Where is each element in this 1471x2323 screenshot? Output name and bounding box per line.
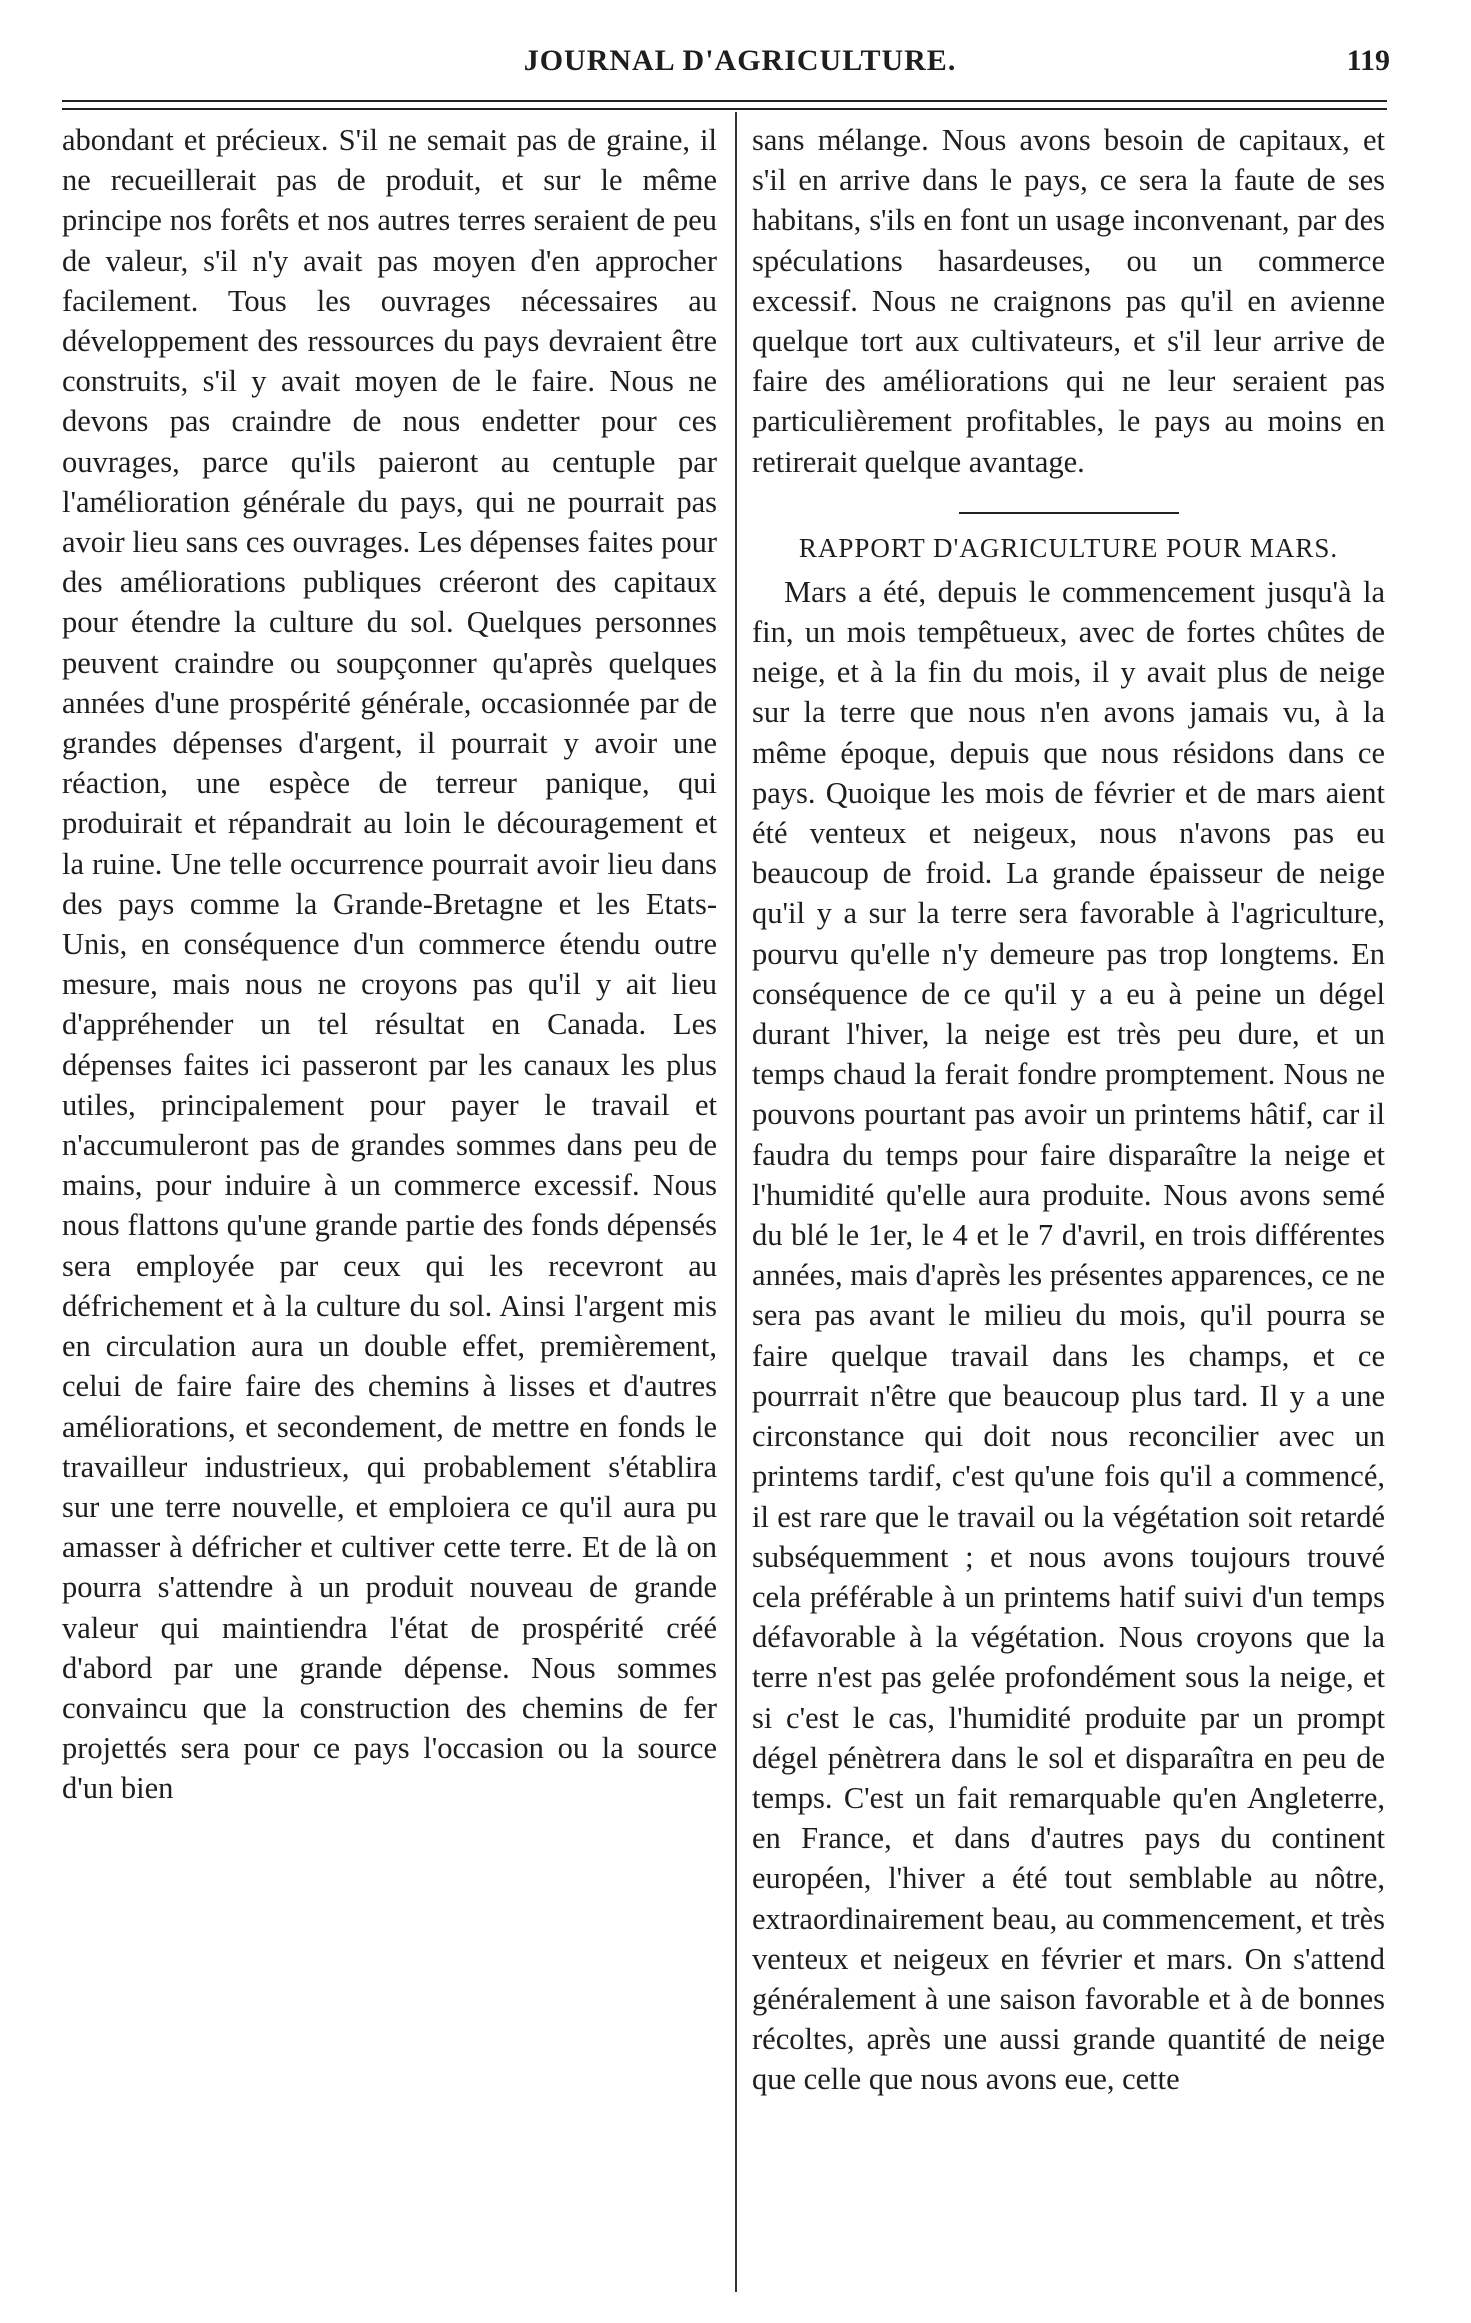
page-number: 119	[1346, 44, 1390, 77]
column-divider	[735, 112, 737, 2292]
section-title: RAPPORT D'AGRICULTURE POUR MARS.	[798, 532, 1339, 563]
right-column-continuation: sans mélange. Nous avons besoin de capitaux, et s'il en arrive dans le pays, ce sera la faute de ses habitans, s'ils en font un usage inconvenant, par des spéculations hasardeuses, ou un commerce excessif. Nous ne craignons pas qu'il en avienne quelque tort aux cultivateurs, et s'il leur arrive de faire des améliorations qui ne leur seraient pas particulièrement profitables, le pays au moins en retirerait quelque avantage.	[752, 123, 1385, 479]
left-column	[62, 120, 717, 1809]
section-paragraph: Mars a été, depuis le commencement jusqu'à la fin, un mois tempêtueux, avec de fortes chûtes de neige, et à la fin du mois, il y avait plus de neige sur la terre que nous n'en avons jamais vu, à la même époque, depuis que nous résidons dans ce pays. Quoique les mois de février et de mars aient été venteux et neigeux, nous n'avons pas eu beaucoup de froid. La grande épaisseur de neige qu'il y a sur la terre sera favorable à l'agriculture, pourvu qu'elle n'y demeure pas trop longtems. En conséquence de ce qu'il y a eu à peine un dégel durant l'hiver, la neige est très peu dure, et un temps chaud la ferait fondre promptement. Nous ne pouvons pourtant pas avoir un printems hâtif, car il faudra du temps pour faire disparaître la neige et l'humidité qu'elle aura produite. Nous avons semé du blé le 1er, le 4 et le 7 d'avril, en trois différentes années, mais d'après les présentes apparences, ce ne sera pas avant le milieu du mois, qu'il pourra se faire quelque travail dans les champs, et ce pourrrait n'être que beaucoup plus tard. Il y a une circonstance qui doit nous reconcilier avec un printems tardif, c'est qu'une fois qu'il a commencé, il est rare que le travail ou la végétation soit retardé subséquemment ; et nous avons toujours trouvé cela préférable à un printems hatif suivi d'un temps défavorable à la végétation. Nous croyons que la terre n'est pas gelée profondément sous la neige, et si c'est le cas, l'humidité produite par un prompt dégel pénètrera dans le sol et disparaîtra en peu de temps. C'est un fait remarquable qu'en Angleterre, en France, et dans d'autres pays du continent européen, l'hiver a été tout semblable au nôtre, extraordinairement beau, au commencement, et très venteux et neigeux en février et mars. On s'attend généralement à une saison favorable et à de bonnes récoltes, après une aussi grande quantité de neige que celle que nous avons eue, cette	[752, 574, 1385, 2097]
header-rule	[62, 100, 1387, 110]
running-header-title: JOURNAL D'AGRICULTURE.	[523, 44, 957, 77]
right-column	[752, 120, 1385, 2100]
left-column-paragraph: abondant et précieux. S'il ne semait pas de graine, il ne recueillerait pas de produit, et sur le même principe nos forêts et nos autres terres seraient de peu de valeur, s'il n'y avait pas moyen d'en approcher facilement. Tous les ouvrages nécessaires au développement des ressources du pays devraient être construits, s'il y avait moyen de le faire. Nous ne devons pas craindre de nous endetter pour ces ouvrages, parce qu'ils paieront au centuple par l'amélioration générale du pays, qui ne pourrait pas avoir lieu sans ces ouvrages. Les dépenses faites pour des améliorations publiques créeront des capitaux pour étendre la culture du sol. Quelques personnes peuvent craindre ou soupçonner qu'après quelques années d'une prospérité générale, occasionnée par de grandes dépenses d'argent, il pourrait y avoir une réaction, une espèce de terreur panique, qui produirait et répandrait au loin le découragement et la ruine. Une telle occurrence pourrait avoir lieu dans des pays comme la Grande-Bretagne et les Etats-Unis, en conséquence d'un commerce étendu outre mesure, mais nous ne croyons pas qu'il y ait lieu d'appréhender un tel résultat en Canada. Les dépenses faites ici passeront par les canaux les plus utiles, principalement pour payer le travail et n'accumuleront pas de grandes sommes dans peu de mains, pour induire à un commerce excessif. Nous nous flattons qu'une grande partie des fonds dépensés sera employée par ceux qui les recevront au défrichement et à la culture du sol. Ainsi l'argent mis en circulation aura un double effet, premièrement, celui de faire faire des chemins à lisses et d'autres améliorations, et secondement, de mettre en fonds le travailleur industrieux, qui probablement s'établira sur une terre nouvelle, et emploiera ce qu'il aura pu amasser à défricher et cultiver cette terre. Et de là on pourra s'attendre à un produit nouveau de grande valeur qui maintiendra l'état de prospérité créé d'abord par une grande dépense. Nous sommes convaincu que la construction des chemins de fer projettés sera pour ce pays l'occasion ou la source d'un bien	[62, 123, 717, 1806]
section-separator-rule	[959, 512, 1179, 514]
